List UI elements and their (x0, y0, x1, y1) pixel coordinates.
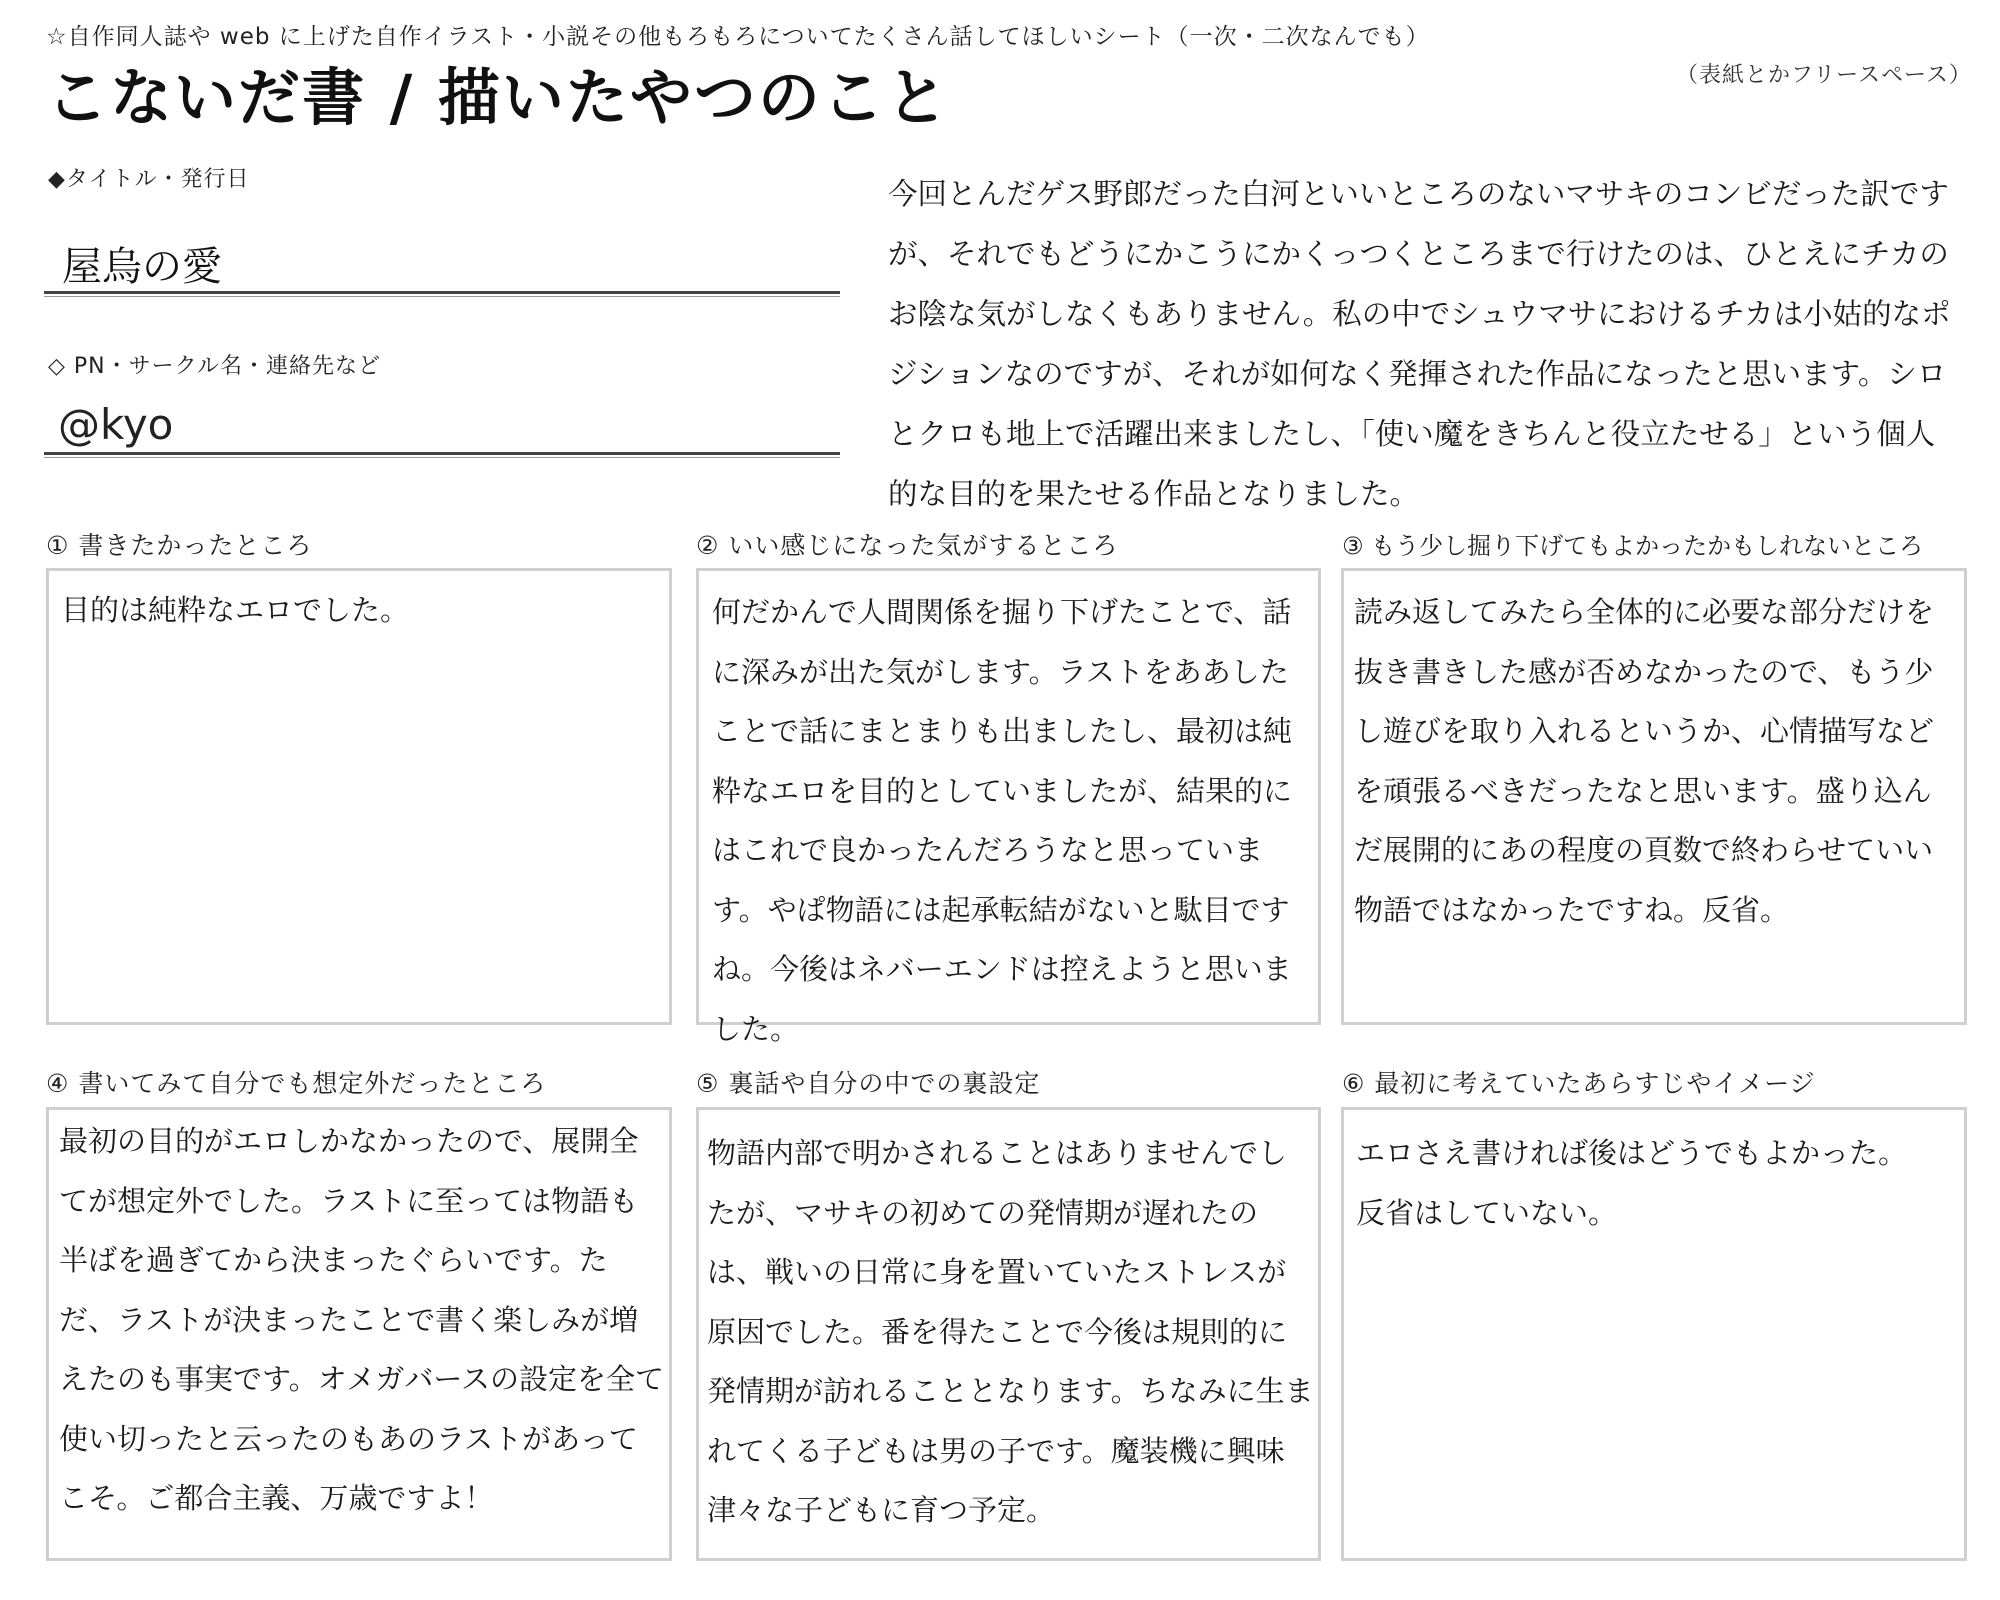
sheet-subtitle: ☆自作同人誌や web に上げた自作イラスト・小説その他もろもろについてたくさん話してほしいシート（一次・二次なんでも） (46, 24, 1430, 50)
section-5-box (696, 1107, 1321, 1561)
pn-field-value: @kyo (58, 400, 174, 449)
free-space-text: 今回とんだゲス野郎だった白河といいところのないマサキのコンビだった訳ですが、それでもどうにかこうにかくっつくところまで行けたのは、ひとえにチカのお陰な気がしなくもありません。私の中でシュウマサにおけるチカは小姑的なポジションなのですが、それが如何なく発揮された作品になったと思います。シロとクロも地上で活躍出来ましたし、「使い魔をきちんと役立たせる」という個人的な目的を果たせる作品となりました。 (888, 177, 1951, 511)
section-2-box (696, 568, 1321, 1046)
section-5-text: 物語内部で明かされることはありませんでしたが、マサキの初めての発情期が遅れたのは、戦いの日常に身を置いていたストレスが原因でした。番を得たことで今後は規則的に発情期が訪れることとなります。ちなみに生まれてくる子どもは男の子です。魔装機に興味津々な子どもに育つ予定。 (707, 1136, 1314, 1527)
section-3-box (1341, 568, 1967, 1025)
section-6-text-line-2: 反省はしていない。 (1356, 1195, 1618, 1230)
section-2-label: ② いい感じになった気がするところ (696, 531, 1119, 560)
section-1-text: 目的は純粋なエロでした。 (61, 593, 410, 627)
section-4-text: 最初の目的がエロしかなかったので、展開全てが想定外でした。ラストに至っては物語も半ばを過ぎてから決まったぐらいです。ただ、ラストが決まったことで書く楽しみが増えたのも事実です。オメガバースの設定を全て使い切ったと云ったのもあのラストがあってこそ。ご都合主義、万歳ですよ！ (59, 1124, 664, 1515)
title-field-underline-shadow (44, 296, 840, 297)
free-space-label: （表紙とかフリースペース） (1676, 63, 1972, 88)
sheet-title: こないだ書 / 描いたやつのこと (46, 61, 950, 134)
section-1-box (46, 568, 672, 1025)
title-field-label: ◆タイトル・発行日 (48, 167, 250, 192)
section-6-label: ⑥ 最初に考えていたあらすじやイメージ (1342, 1069, 1816, 1098)
section-2-text: 何だかんで人間関係を掘り下げたことで、話に深みが出た気がします。ラストをああしたことで話にまとまりも出ましたし、最初は純粋なエロを目的としていましたが、結果的にはこれで良かったんだろうなと思っています。やぱ物語には起承転結がないと駄目ですね。今後はネバーエンドは控えようと思いました。 (712, 595, 1293, 1046)
section-1-label: ① 書きたかったところ (46, 531, 313, 560)
section-4-box (46, 1107, 672, 1561)
section-6-box (1341, 1107, 1967, 1561)
pn-field-underline-shadow (44, 457, 840, 458)
section-3-text: 読み返してみたら全体的に必要な部分だけを抜き書きした感が否めなかったので、もう少し遊びを取り入れるというか、心情描写などを頑張るべきだったなと思います。盛り込んだ展開的にあの程度の頁数で終わらせていい物語ではなかったですね。反省。 (1354, 595, 1935, 927)
section-5-label: ⑤ 裏話や自分の中での裏設定 (696, 1069, 1041, 1098)
section-6-text (1356, 1124, 1956, 1243)
section-3-label: ③ もう少し掘り下げてもよかったかもしれないところ (1342, 532, 1924, 560)
title-field-value: 屋烏の愛 (62, 244, 222, 290)
pn-field-underline (44, 452, 840, 455)
section-4-label: ④ 書いてみて自分でも想定外だったところ (46, 1069, 547, 1098)
section-6-text-line-1: エロさえ書ければ後はどうでもよかった。 (1356, 1136, 1908, 1170)
pn-field-label: ◇ PN・サークル名・連絡先など (48, 354, 381, 379)
title-field-underline (44, 291, 840, 294)
